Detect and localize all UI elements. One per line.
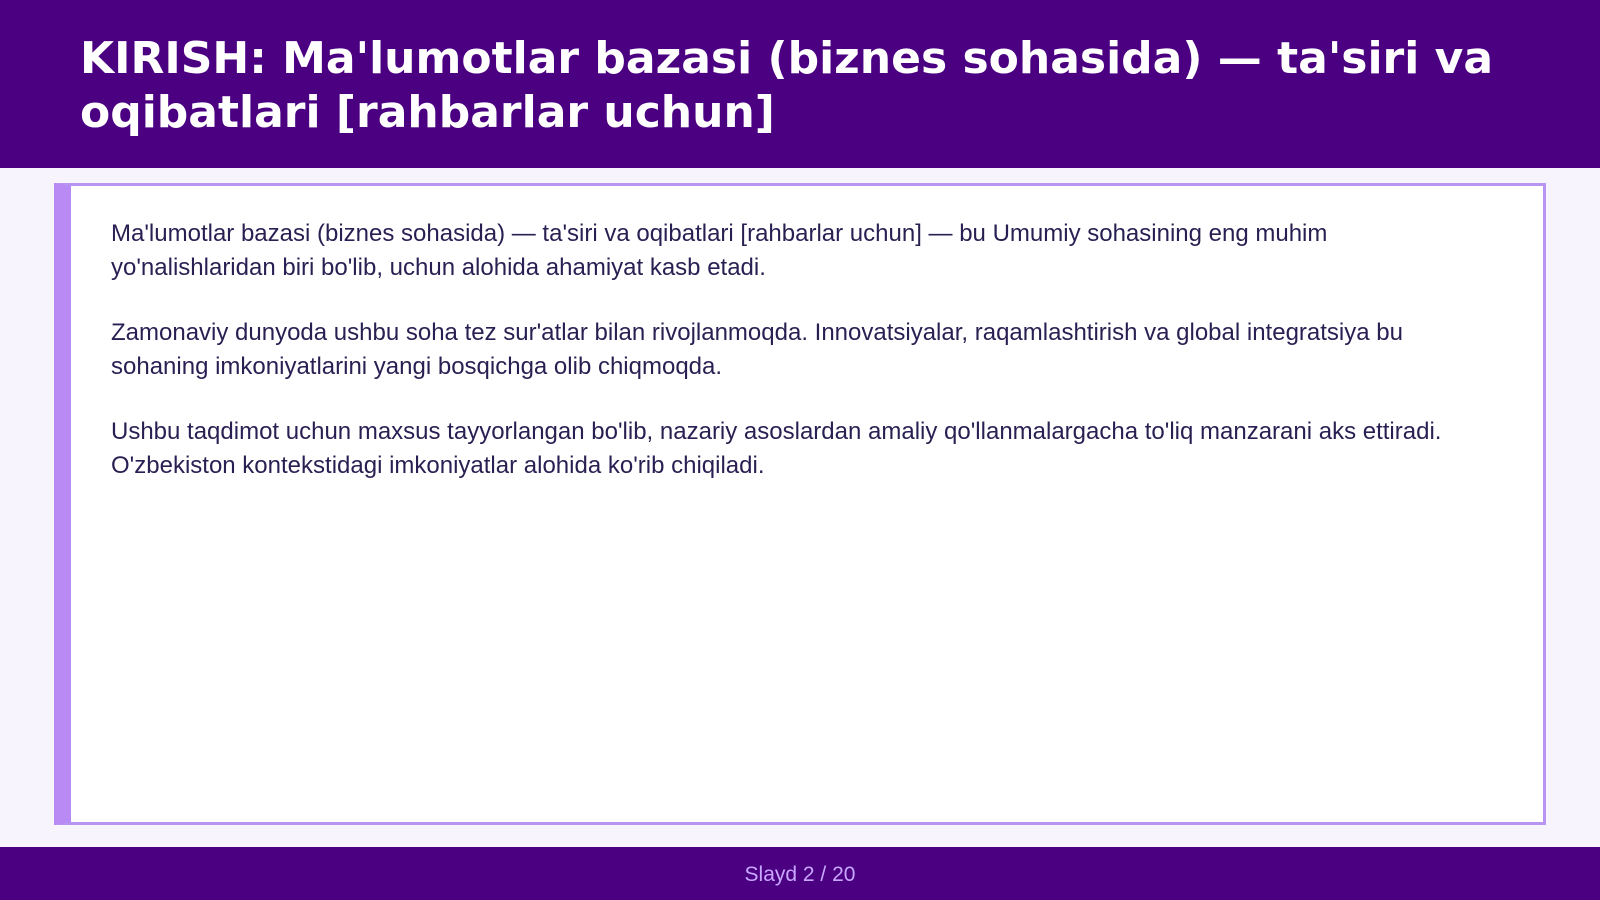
intro-paragraph: Ma'lumotlar bazasi (biznes sohasida) — ta'siri va oqibatlari [rahbarlar uchun] — bu Umumiy sohasining eng muhim yo'nalishlaridan biri bo'lib, uchun alohida ahamiyat kasb etadi. bbox=[111, 220, 1328, 281]
content-card bbox=[54, 183, 1546, 825]
slide-header bbox=[0, 0, 1600, 168]
slide-title: KIRISH: Ma'lumotlar bazasi (biznes sohasida) — ta'siri va oqibatlari [rahbarlar uchun] bbox=[80, 33, 1494, 138]
development-paragraph: Zamonaviy dunyoda ushbu soha tez sur'atlar bilan rivojlanmoqda. Innovatsiyalar, raqamlashtirish va global integratsiya bu sohaning imkoniyatlarini yangi bosqichga olib chiqmoqda. bbox=[111, 319, 1403, 380]
presentation-purpose-paragraph: Ushbu taqdimot uchun maxsus tayyorlangan bo'lib, nazariy asoslardan amaliy qo'llanmalargacha to'liq manzarani aks ettiradi. O'zbekiston kontekstidagi imkoniyatlar alohida ko'rib chiqiladi. bbox=[111, 418, 1442, 479]
slide-counter: Slayd 2 / 20 bbox=[744, 863, 856, 886]
slide-footer bbox=[0, 847, 1600, 900]
